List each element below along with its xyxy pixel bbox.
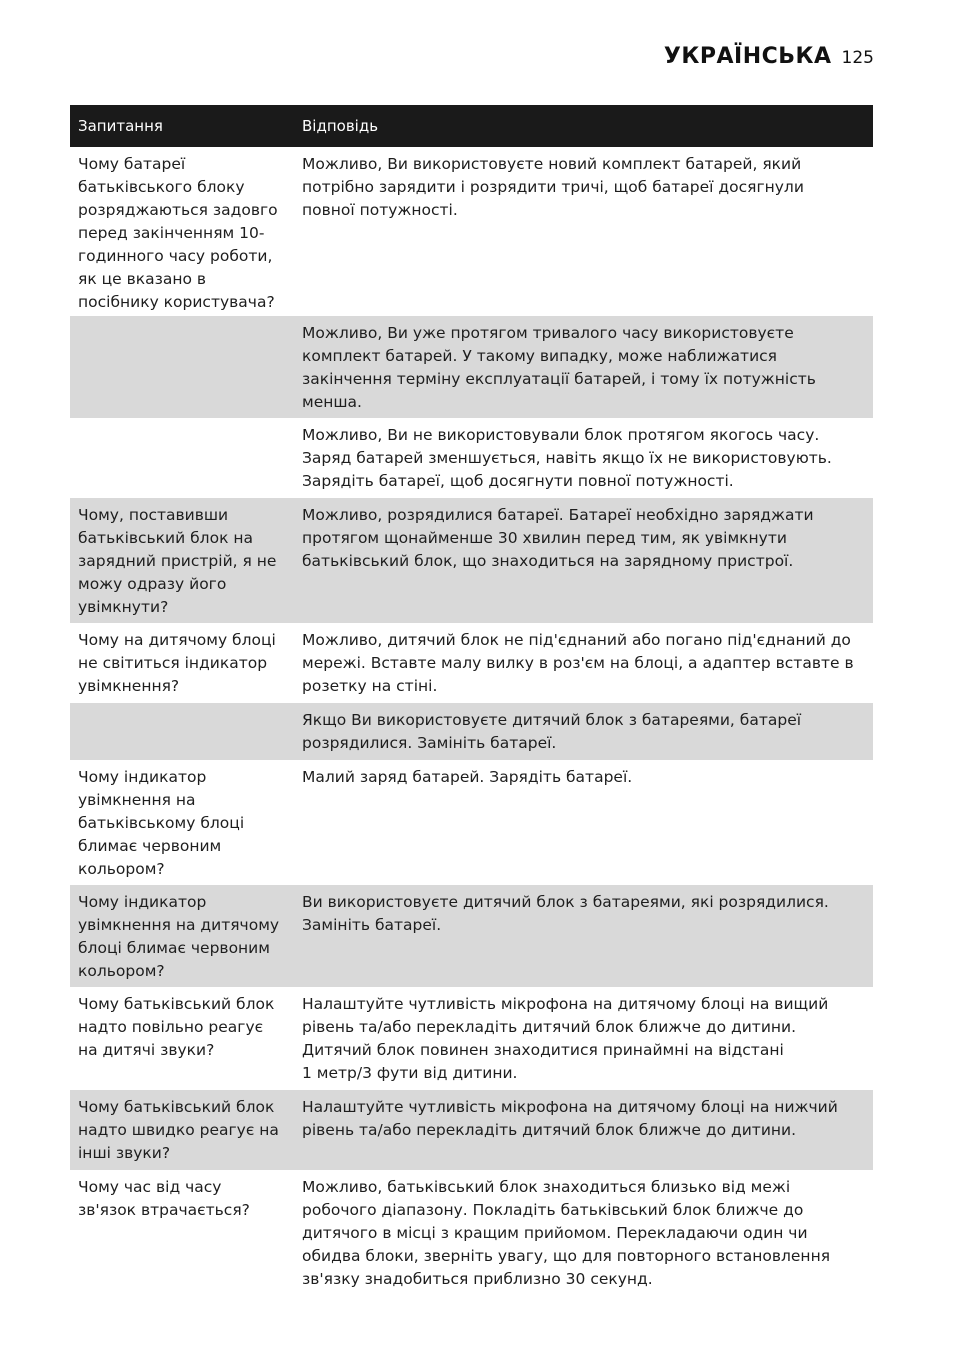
question-cell: Чому батьківський блок надто повільно реагує на дитячі звуки?	[78, 995, 275, 1059]
table-row	[70, 147, 873, 316]
table-row	[70, 316, 873, 418]
answer-cell: Можливо, дитячий блок не під'єднаний або погано під'єднаний до мережі. Вставте малу вилку в роз'єм на блоці, а адаптер вставте в розетку на стіні.	[302, 631, 854, 695]
table-row	[70, 760, 873, 885]
answer-cell: Малий заряд батарей. Зарядіть батареї.	[302, 768, 633, 786]
answer-cell: Можливо, Ви використовуєте новий комплект батарей, який потрібно зарядити і розрядити тричі, щоб батареї досягнули повної потужності.	[302, 155, 804, 219]
table-row	[70, 703, 873, 760]
question-cell: Чому батареї батьківського блоку розряджаються задовго перед закінченням 10- годинного часу роботи, як це вказано в посібнику користувача?	[78, 155, 278, 311]
table-row	[70, 623, 873, 703]
answer-cell: Можливо, Ви уже протягом тривалого часу використовуєте комплект батарей. У такому випадку, може наближатися закінчення терміну експлуатації батарей, і тому їх потужність менша.	[302, 324, 816, 411]
question-cell	[70, 418, 294, 498]
table-header	[70, 105, 873, 147]
table-row	[70, 418, 873, 498]
table-row	[70, 1170, 873, 1294]
answer-cell: Можливо, розрядилися батареї. Батареї необхідно заряджати протягом щонайменше 30 хвилин перед тим, як увімкнути батьківський блок, що знаходиться на зарядному пристрої.	[302, 506, 814, 570]
column-header-answer: Відповідь	[302, 117, 379, 135]
answer-cell: Налаштуйте чутливість мікрофона на дитячому блоці на нижчий рівень та/або перекладіть дитячий блок ближче до дитини.	[302, 1098, 838, 1139]
column-header-question: Запитання	[78, 117, 163, 135]
table-row	[70, 885, 873, 987]
question-cell	[70, 316, 294, 418]
answer-cell: Можливо, батьківський блок знаходиться близько від межі робочого діапазону. Покладіть батьківський блок ближче до дитячого в місці з кращим прийомом. Перекладаючи один чи обидва блоки, зверніть увагу, що для повторного встановлення зв'язку знадобиться приблизно 30 секунд.	[302, 1178, 831, 1288]
question-cell: Чому, поставивши батьківський блок на зарядний пристрій, я не можу одразу його увімкнути?	[78, 506, 277, 616]
page-header	[664, 44, 874, 69]
answer-cell: Налаштуйте чутливість мікрофона на дитячому блоці на вищий рівень та/або перекладіть дитячий блок ближче до дитини. Дитячий блок повинен знаходитися принаймні на відстані 1 метр/3 фути від дитини.	[302, 995, 829, 1082]
answer-cell: Можливо, Ви не використовували блок протягом якогось часу. Заряд батарей зменшується, навіть якщо їх не використовують. Зарядіть батареї, щоб досягнути повної потужності.	[302, 426, 832, 490]
table-row	[70, 1090, 873, 1170]
table-row	[70, 987, 873, 1090]
question-cell: Чому індикатор увімкнення на батьківському блоці блимає червоним кольором?	[78, 768, 245, 878]
table-row	[70, 498, 873, 623]
troubleshooting-table	[70, 105, 873, 1294]
language-title: УКРАЇНСЬКА	[663, 44, 832, 69]
question-cell: Чому батьківський блок надто швидко реагує на інші звуки?	[78, 1098, 279, 1162]
question-cell: Чому на дитячому блоці не світиться індикатор увімкнення?	[78, 631, 276, 695]
answer-cell: Якщо Ви використовуєте дитячий блок з батареями, батареї розрядилися. Замініть батареї.	[302, 711, 802, 752]
question-cell	[70, 703, 294, 760]
page-number: 125	[841, 48, 874, 68]
answer-cell: Ви використовуєте дитячий блок з батареями, які розрядилися. Замініть батареї.	[302, 893, 829, 934]
question-cell: Чому час від часу зв'язок втрачається?	[78, 1178, 250, 1219]
question-cell: Чому індикатор увімкнення на дитячому блоці блимає червоним кольором?	[78, 893, 280, 980]
